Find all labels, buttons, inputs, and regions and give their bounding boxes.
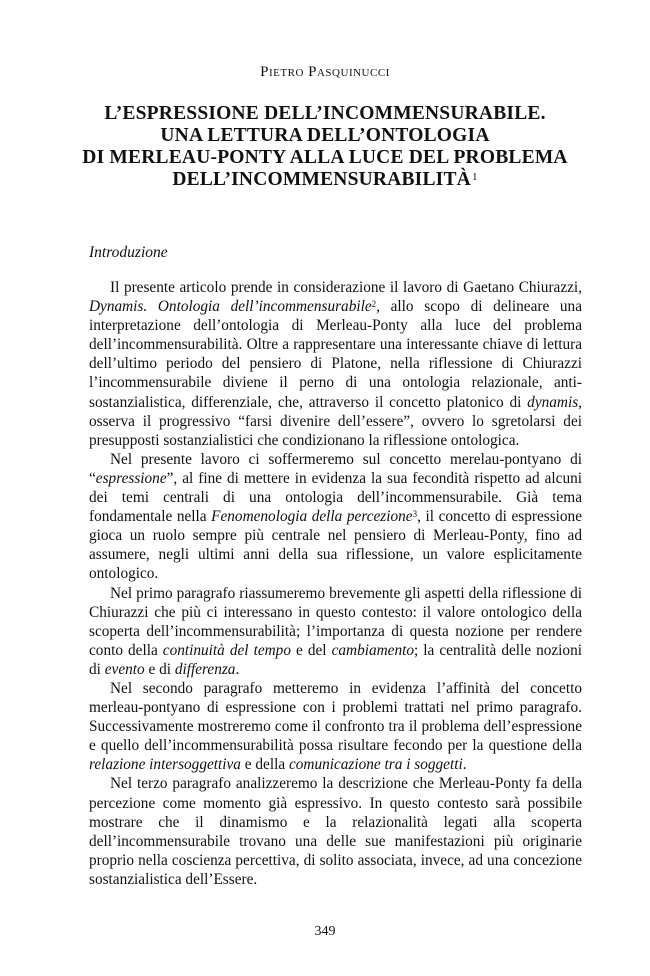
paragraph-text: Nel secondo paragrafo metteremo in evidenza l’affinità del concetto merleau-pontyano di espressione con i problemi trattati nel primo paragrafo. Successivamente mostreremo come il confronto tra il problema dell’espressione e quello dell’incommensurabilità possa risultare fecondo per la questione della — [89, 679, 582, 755]
italic-text: espressione — [95, 469, 167, 487]
paragraph — [89, 584, 582, 679]
paragraph — [89, 679, 582, 774]
paragraph-text: Il presente articolo prende in considerazione il lavoro di Gaetano Chiurazzi, — [110, 279, 582, 296]
paragraph — [89, 450, 582, 584]
italic-text: relazione intersoggettiva — [89, 756, 241, 774]
paragraph-text: e del — [290, 641, 332, 659]
italic-text: evento — [104, 660, 145, 678]
title-line-last — [60, 169, 590, 191]
footnote-marker: 3 — [412, 509, 418, 520]
title-line: L’ESPRESSIONE DELL’INCOMMENSURABILE. — [104, 103, 546, 124]
paragraph-text: , il concetto di espressione gioca un ruolo sempre più centrale nel pensiero di Merleau-Ponty, fino ad assumere, negli ultimi anni della sua riflessione, un valore esplicitamente ontologico. — [89, 508, 582, 583]
section-heading: Introduzione — [89, 244, 168, 261]
paragraph — [89, 278, 582, 450]
article-title — [60, 103, 590, 191]
paragraph-text: . — [235, 660, 240, 678]
italic-text: Dynamis. Ontologia dell’incommensurabile — [89, 298, 372, 316]
paragraph-text: Nel primo paragrafo riassumeremo brevemente gli aspetti della riflessione di Chiurazzi che più ci interessano in questo contesto: il valore ontologico della scoperta dell’incommensurabilità; l’importanza di questa nozione per rendere conto della — [89, 584, 582, 659]
paragraph-text: e di — [144, 660, 175, 678]
paragraph-text: Nel presente lavoro ci soffermeremo sul concetto merelau-pontyano di “ — [89, 450, 582, 487]
title-line: UNA LETTURA DELL’ONTOLOGIA — [160, 125, 490, 146]
paragraph-text: , allo scopo di delineare una interpretazione dell’ontologia di Merleau-Ponty alla luce del problema dell’incommensurabilità. Oltre a rappresentare una interessante chiave di lettura dell’ultimo periodo del pensiero di Platone, nella riflessione di Chiurazzi l’incommensurabile diviene il perno di una ontologia relazionale, anti-sostanzialistica, differenziale, che, attraverso il concetto platonico di — [89, 298, 582, 411]
article-body — [89, 278, 582, 889]
paragraph-text: . — [462, 756, 467, 774]
paragraph — [89, 774, 582, 889]
footnote-marker: 1 — [471, 171, 478, 183]
paragraph-text: , osserva il progressivo “farsi divenire dell’essere”, ovvero lo sgretolarsi dei presupposti sostanzialistici che condizionano la riflessione ontologica. — [89, 393, 582, 449]
italic-text: dynamis — [527, 393, 579, 411]
paragraph-text: Nel terzo paragrafo analizzeremo la descrizione che Merleau-Ponty fa della percezione come momento già espressivo. In questo contesto sarà possibile mostrare che il dinamismo e la relazionalità legati alla scoperta dell’incommensurabile trovano una delle sue manifestazioni più originarie proprio nella coscienza percettiva, di solito associata, invece, ad una concezione sostanzialistica dell’Essere. — [89, 775, 582, 888]
italic-text: continuità del tempo — [162, 641, 291, 659]
italic-text: comunicazione tra i soggetti — [288, 756, 463, 774]
author-name: Pietro Pasquinucci — [260, 64, 390, 80]
italic-text: differenza — [174, 660, 236, 678]
paragraph-text: e della — [240, 756, 289, 774]
italic-text: cambiamento — [331, 641, 415, 659]
paragraph-text: ”, al fine di mettere in evidenza la sua fecondità rispetto ad alcuni dei temi centrali di una ontologia dell’incommensurabile. Già tema fondamentale nella — [89, 469, 582, 526]
paragraph-text: ; la centralità delle nozioni di — [89, 641, 582, 678]
title-line-text: DELL’INCOMMENSURABILITÀ — [172, 169, 471, 190]
footnote-marker: 2 — [371, 299, 377, 310]
title-line: DI MERLEAU-PONTY ALLA LUCE DEL PROBLEMA — [82, 147, 568, 168]
page-number: 349 — [314, 924, 336, 939]
italic-text: Fenomenologia della percezione — [211, 508, 413, 526]
